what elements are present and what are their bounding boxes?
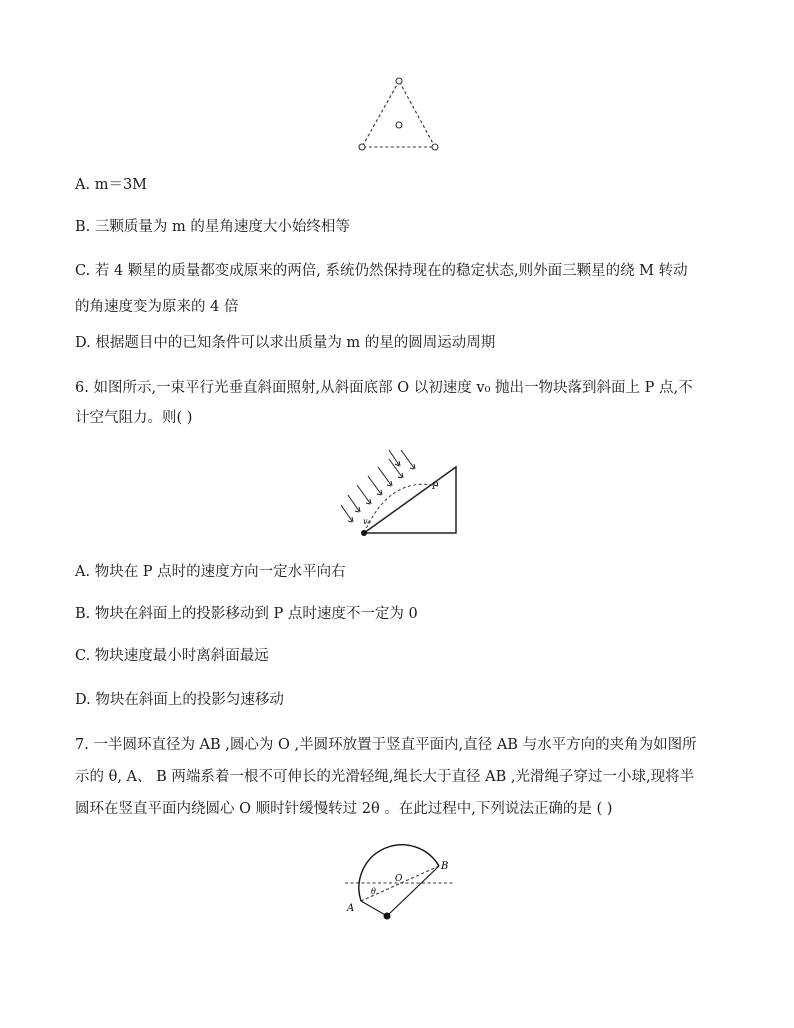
triangle-stars-figure bbox=[350, 72, 445, 157]
label-p: P bbox=[432, 482, 439, 492]
incline bbox=[364, 467, 456, 533]
semicircle-ring-figure bbox=[335, 835, 465, 925]
q5-option-c-line1: C. 若 4 颗星的质量都变成原来的两倍, 系统仍然保持现在的稳定状态,则外面三颗星的绕 M 转动 bbox=[75, 263, 688, 279]
label-o: O bbox=[395, 874, 403, 884]
q6-stem-line2: 计空气阻力。则( ) bbox=[75, 410, 193, 426]
q7-stem-line1: 7. 一半圆环直径为 AB ,圆心为 O ,半圆环放置于竖直平面内,直径 AB 与水平方向的夹角为如图所 bbox=[75, 737, 697, 753]
q7-stem-line2: 示的 θ, A、 B 两端系着一根不可伸长的光滑轻绳,绳长大于直径 AB ,光滑绳子穿过一小球,现将半 bbox=[75, 769, 695, 785]
label-theta: θ bbox=[371, 887, 376, 896]
incline-projectile-figure bbox=[335, 445, 470, 540]
light-rays bbox=[341, 450, 415, 522]
q6-option-a: A. 物块在 P 点时的速度方向一定水平向右 bbox=[75, 564, 346, 580]
q5-option-c-line2: 的角速度变为原来的 4 倍 bbox=[75, 299, 239, 315]
q6-option-c: C. 物块速度最小时离斜面最远 bbox=[75, 648, 269, 664]
q7-stem-line3: 圆环在竖直平面内绕圆心 O 顺时针缓慢转过 2θ 。在此过程中,下列说法正确的是 ( ) bbox=[75, 801, 613, 817]
q6-option-b: B. 物块在斜面上的投影移动到 P 点时速度不一定为 0 bbox=[75, 606, 418, 622]
q5-option-d: D. 根据题目中的已知条件可以求出质量为 m 的星的圆周运动周期 bbox=[75, 335, 496, 351]
q6-option-d: D. 物块在斜面上的投影匀速移动 bbox=[75, 692, 284, 708]
label-a: A bbox=[347, 903, 355, 914]
triangle-outline bbox=[362, 81, 435, 147]
label-v0: v₀ bbox=[363, 517, 371, 526]
q5-option-b: B. 三颗质量为 m 的星角速度大小始终相等 bbox=[75, 219, 350, 235]
block-at-origin bbox=[361, 530, 367, 536]
star-top bbox=[396, 78, 402, 84]
label-b: B bbox=[441, 861, 449, 872]
ball bbox=[384, 913, 391, 920]
q6-stem-line1: 6. 如图所示,一束平行光垂直斜面照射,从斜面底部 O 以初速度 v₀ 抛出一物块落到斜面上 P 点,不 bbox=[75, 380, 693, 396]
star-center bbox=[396, 122, 402, 128]
star-bottom-right bbox=[432, 144, 438, 150]
q5-option-a: A. m＝3M bbox=[75, 177, 148, 193]
star-bottom-left bbox=[359, 144, 365, 150]
